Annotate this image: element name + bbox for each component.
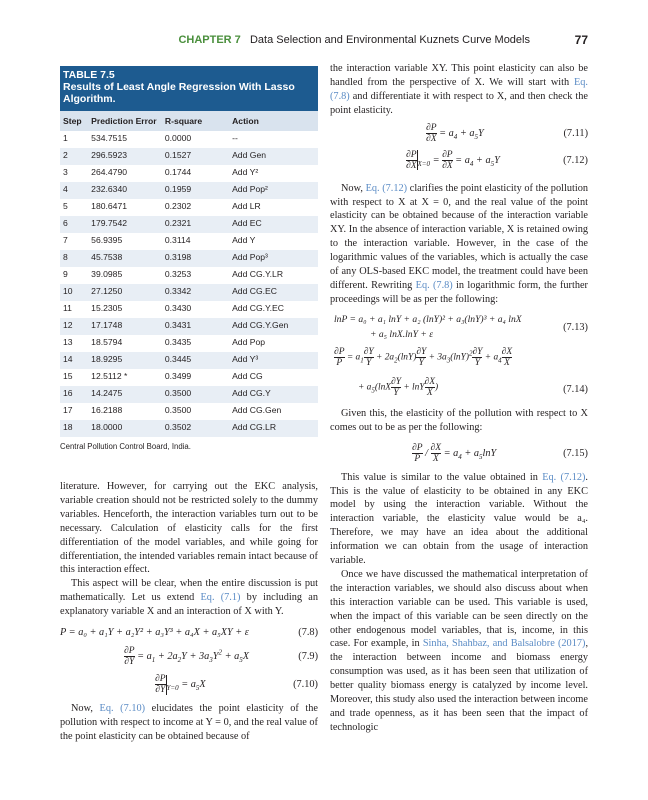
table-header-row	[60, 111, 318, 131]
table-cell: 4	[60, 182, 88, 199]
table-cell: 9	[63, 269, 68, 279]
table-row	[60, 352, 318, 369]
table-cell: 0.1959	[162, 182, 229, 199]
table-row	[60, 233, 318, 250]
table-cell: 14.2475	[88, 386, 162, 403]
table-row	[60, 267, 318, 284]
table-row	[60, 131, 318, 148]
equation-link[interactable]: Eq. (7.12)	[365, 182, 408, 194]
table-cell: Add Pop³	[229, 250, 318, 267]
equation-body: lnP = a₀ + a₁ lnY + a₂ (lnY)² + a₃(lnY)³ + a₄ lnX	[334, 313, 522, 325]
table-caption	[60, 66, 318, 111]
table-title: Results of Least Angle Regression With Lasso Algorithm.	[63, 81, 295, 105]
table-cell: 6	[60, 216, 88, 233]
paragraph: the interaction variable XY. This point elasticity can also be handled from the perspective of X. We will start with Eq. (7.8) and differentiate it with respect to X, and then check the point elasticity.	[330, 63, 588, 116]
equation-7-15	[330, 441, 588, 471]
equation-7-11	[330, 122, 588, 146]
equation-number: (7.13)	[563, 321, 588, 333]
table-cell: 12.5112 *	[91, 371, 128, 381]
table-cell: 0.1527	[162, 148, 229, 165]
table-row	[60, 165, 318, 182]
equation-7-10	[60, 670, 318, 702]
table-cell: 39.0985	[91, 269, 123, 279]
page-header	[60, 34, 588, 50]
table-cell: Add CG.Y.Gen	[229, 318, 318, 335]
equation-body: $\frac{\partial P}{\partial X}$ = $a_4 + a_5Y$	[426, 122, 484, 144]
table-cell: Add LR	[232, 201, 261, 211]
table-cell: 0.3445	[162, 352, 229, 369]
table-row	[60, 301, 318, 318]
table-cell: 16	[60, 386, 88, 403]
table-cell: 7	[63, 235, 68, 245]
table-cell: 2	[60, 148, 88, 165]
table-cell: 534.7515	[91, 133, 128, 143]
table-cell: 13	[63, 337, 73, 347]
citation-link[interactable]: Sinha, Shahbaz, and Balsalobre (2017)	[422, 638, 586, 650]
equation-7-13	[330, 313, 588, 345]
chapter-title: Data Selection and Environmental Kuznets Curve Models	[249, 34, 530, 46]
table-cell: 232.6340	[88, 182, 162, 199]
table-cell: Add CG	[232, 371, 263, 381]
equation-link[interactable]: Eq. (7.1)	[200, 592, 241, 604]
equation-7-8	[60, 626, 318, 644]
equation-number: (7.12)	[563, 154, 588, 166]
table-row	[60, 420, 318, 437]
paragraph: Now, Eq. (7.10) elucidates the point elasticity of the pollution with respect to income at Y = 0, and the real value of the point elasticity can be obtained because of	[60, 703, 318, 742]
paragraph: This aspect will be clear, when the entire discussion is put mathematically. Let us extend Eq. (7.1) by including an explanatory variable X and an interaction of X with Y.	[60, 578, 318, 618]
equation-link[interactable]: Eq. (7.12)	[542, 471, 586, 483]
table-cell: Add Pop²	[229, 182, 318, 199]
table-row	[60, 335, 318, 352]
table-cell: 18.0000	[88, 420, 162, 437]
paragraph: Now, Eq. (7.12) clarifies the point elasticity of the pollution with respect to X at X = 0, and the real value of the point elasticity can be obtained because of the interaction variable XY. In the absence of interaction variable, X is retained owing to the interaction variable. However, in the case of the logarithmic values of the variables, which is actually the case of any OLS-based EKC model, the treatment could have been different. Rewriting Eq. (7.8) in logarithmic form, the further proceedings will be as per the following:	[330, 182, 588, 305]
table-row	[60, 216, 318, 233]
table-row	[60, 182, 318, 199]
table-cell: 12	[60, 318, 88, 335]
table-cell: 56.9395	[91, 235, 123, 245]
table-cell: Add CG.LR	[229, 420, 318, 437]
table-cell: 8	[60, 250, 88, 267]
table-cell: 18	[60, 420, 88, 437]
paragraph: Given this, the elasticity of the pollution with respect to X comes out to be as per the following:	[330, 407, 588, 433]
equation-7-9	[60, 644, 318, 670]
table-cell: Add CG.EC	[229, 284, 318, 301]
equation-number: (7.9)	[298, 651, 318, 663]
table-cell: 180.6471	[91, 201, 128, 211]
table-cell: 0.3114	[164, 235, 191, 245]
table-cell: Add CG.Y.LR	[232, 269, 284, 279]
table-cell: 3	[63, 167, 68, 177]
table-cell: 0.3253	[164, 269, 192, 279]
table-cell: 18.5794	[91, 337, 123, 347]
equation-number: (7.10)	[293, 679, 318, 691]
column-header: Action	[229, 111, 318, 131]
table-cell: 0.1744	[164, 167, 192, 177]
table-cell: 0.3431	[162, 318, 229, 335]
table-cell: 264.4790	[91, 167, 128, 177]
table-cell: 27.1250	[88, 284, 162, 301]
equation-link[interactable]: Eq. (7.8)	[415, 279, 453, 291]
table-cell: --	[232, 133, 238, 143]
equation-link[interactable]: Eq. (7.10)	[99, 703, 146, 715]
table-cell: 0.3499	[164, 371, 192, 381]
table-cell: 0.2302	[164, 201, 192, 211]
equation-body: $\frac{\partial P}{\partial X}$ $_{X=0}$ = $\frac{\partial P}{\partial X}$ = $a_4 + a_5Y$	[406, 149, 500, 171]
table-cell: 17.1748	[88, 318, 162, 335]
table-cell: Add CG.Y.EC	[232, 303, 284, 313]
table-cell: 179.7542	[88, 216, 162, 233]
equation-7-14	[330, 345, 588, 407]
table-cell: 10	[60, 284, 88, 301]
table-cell: 16.2188	[91, 405, 123, 415]
table-cell: Add CG.Y	[229, 386, 318, 403]
table-cell: 1	[63, 133, 68, 143]
table-cell: 0.3198	[162, 250, 229, 267]
equation-body: $\frac{\partial P}{P}$ = $a_1$ $\frac{\partial Y}{Y}$ + $2a_2(\ln Y)$ $\frac{\partial Y}{Y}$ + $3a_3(\ln Y)^2$ $\frac{\partial Y}{Y}$ + $a_4$ $\frac{\partial X}{X}$	[334, 346, 513, 368]
equation-body: $\frac{\partial P}{\partial Y}$ = $a_1 + 2a_2Y + 3a_3Y^2 + a_5X$	[124, 646, 250, 668]
table-row	[60, 403, 318, 420]
table-cell: 15.2305	[91, 303, 123, 313]
table-7-5	[60, 66, 318, 451]
table-cell: Add Pop	[232, 337, 266, 347]
table-cell: 0.2321	[162, 216, 229, 233]
table-cell: 0.3500	[164, 405, 192, 415]
equation-body: P = a₀ + a₁Y + a₂Y² + a₃Y³ + a₄X + a₅XY + ε	[60, 627, 249, 639]
table-cell: 45.7538	[88, 250, 162, 267]
table-label: TABLE 7.5	[63, 69, 115, 81]
table-row	[60, 386, 318, 403]
equation-body: $\frac{\partial P}{\partial Y}$ $_{Y=0} = a_5X$	[155, 674, 206, 696]
equation-7-12	[330, 146, 588, 182]
left-column	[60, 480, 318, 744]
right-column	[330, 62, 588, 735]
column-header: Step	[60, 111, 88, 131]
table-cell: 0.3342	[162, 284, 229, 301]
table-row	[60, 250, 318, 267]
table-cell: Add Y³	[229, 352, 318, 369]
paragraph: Once we have discussed the mathematical interpretation of the interaction variables, we should also discuss about when this interaction variable can be used. This variable is used, when the impact of this variable can be seen directly on the other endogenous model variables, that is, income, in this case. For example, in Sinha, Shahbaz, and Balsalobre (2017), the interaction between income and biomass energy consumption was used, as it has been seen that utilization of better quality biomass energy is catalyzed by income level. Moreover, this study also used the interaction between income and trade openness, as it has been seen that the impact of technologic	[330, 568, 589, 733]
paragraph: literature. However, for carrying out the EKC analysis, variable creation should not be restricted solely to the dummy variables. Henceforth, the interaction variables turn out to be necessary. Calculation of elasticity calls for the first differentiation of the model variables, and while going for differentiation, the intended variables remain intact because of this interaction effect.	[60, 481, 318, 576]
table-row	[60, 318, 318, 335]
equation-body-continued: + $a_5(\ln X$ $\frac{\partial Y}{Y}$ + lnY $\frac{\partial X}{X}$ )	[358, 376, 439, 398]
table-cell: 0.3430	[164, 303, 192, 313]
table-cell: 296.5923	[88, 148, 162, 165]
table-cell: Add Y²	[232, 167, 259, 177]
running-head	[178, 34, 530, 46]
table-source: Central Pollution Control Board, India.	[60, 442, 191, 451]
table-cell: 15	[63, 371, 73, 381]
page-number: 77	[574, 33, 588, 47]
table-cell: 18.9295	[88, 352, 162, 369]
table-cell: 14	[60, 352, 88, 369]
equation-number: (7.11)	[563, 127, 588, 139]
table-row	[60, 284, 318, 301]
table-cell: 5	[63, 201, 68, 211]
table-row	[60, 148, 318, 165]
equation-link[interactable]: Eq. (7.8)	[330, 76, 588, 102]
chapter-label: CHAPTER 7	[178, 34, 241, 46]
table-body	[60, 131, 318, 437]
table-cell: Add Gen	[229, 148, 318, 165]
equation-number: (7.15)	[563, 447, 588, 459]
equation-number: (7.8)	[298, 627, 318, 639]
table-row	[60, 199, 318, 216]
table-row	[60, 369, 318, 386]
equation-body-continued: + a₅ lnX.lnY + ε	[370, 328, 433, 340]
equation-body: $\frac{\partial P}{P}$ / $\frac{\partial X}{X}$ = $a_4 + a_5\ln Y$	[412, 442, 497, 464]
table-cell: Add Y	[232, 235, 256, 245]
column-header: Prediction Error	[88, 111, 162, 131]
table-cell: 0.0000	[164, 133, 192, 143]
table-cell: 11	[63, 303, 72, 313]
table-cell: 0.3435	[164, 337, 192, 347]
table-cell: 0.3500	[162, 386, 229, 403]
equation-number: (7.14)	[563, 383, 588, 395]
column-header: R-square	[162, 111, 229, 131]
table-cell: 0.3502	[162, 420, 229, 437]
paragraph: This value is similar to the value obtained in Eq. (7.12). This is the value of elasticity to be obtained in any EKC model by using the interaction variable. Without the interaction variable, the elasticity value would be a₄. Therefore, we may have an idea about the additional information we can obtain from the usage of interaction variable.	[330, 471, 588, 567]
table-cell: Add EC	[229, 216, 318, 233]
results-table	[60, 111, 318, 437]
table-cell: 17	[63, 405, 73, 415]
table-cell: Add CG.Gen	[232, 405, 282, 415]
